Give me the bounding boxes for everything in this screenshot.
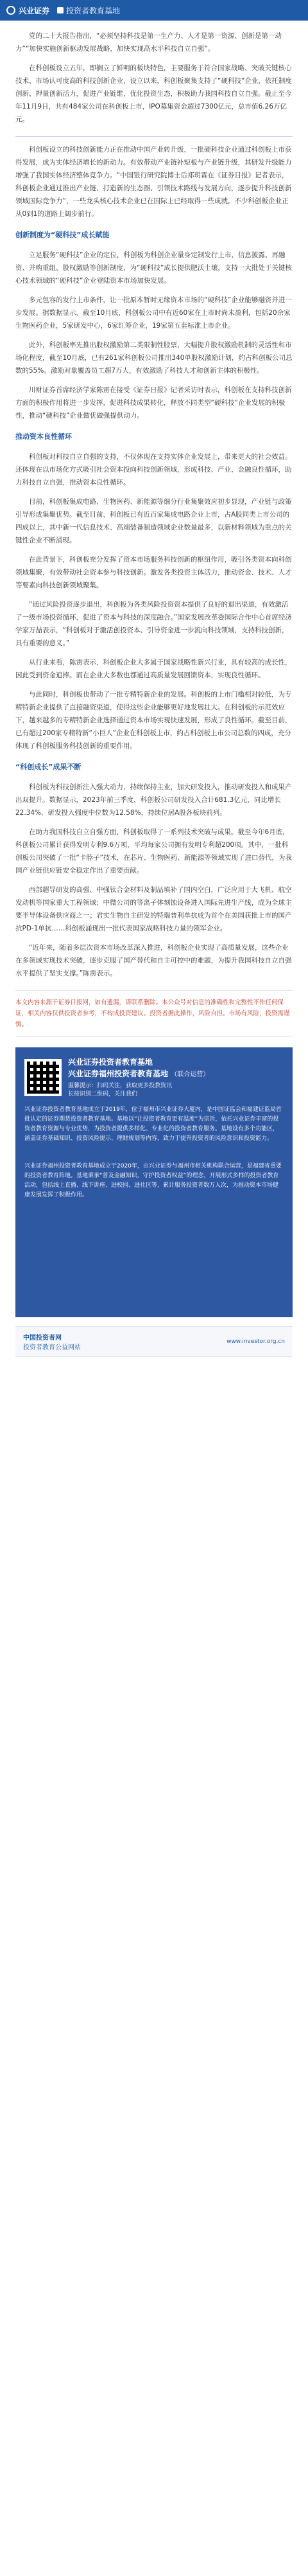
lead-paragraph: 科创板设立的科技创新能力正在推动中国产业转升级，一批硬科技企业通过科创板上市获得发展，成为实体经济增长的新动力。有效带动产业链补短板与产业链升级，其研发升级能力增强了我国实体经济整体竞争力。“中国银行研究院博士后郑玥霖在《证券日报》记者表示，科创板企业通过推出产业链、打造新的生态圈、引领技术路线与发展方向，逐步提升科技创新领域国际竞争力”，一些龙头核心技术企业已在国际上已经取得一些成就，不少科创板企业正从0到1的道路上阔步前行。 [15, 146, 292, 218]
promo-title-suffix: （联合运营） [171, 1071, 210, 1078]
footer-site-desc: 投资者教育公益网站 [23, 1344, 81, 1351]
intro-paragraph-2: 在科创板设立五年，即搁立了鲜明的板块特色，主要服务于符合国家战略、突破关键核心技术、市场认可度高的科技创新企业，设立以来，科创板聚集支持了“硬科技”企业，依托制度创新、押量创新活力，促进产业链维，优化投资生态，积极助力我国科技自立自强。截止至今年11月9日，共有484家公司在科创板上市，IPO募集资金超过7300亿元，总市值6.26万亿元。 [15, 64, 292, 123]
sub-brand-name: 投资者教育基地 [66, 6, 121, 15]
promo-title-group [68, 1056, 209, 1099]
section-1-paragraph-1: 立足服务“硬科技”企业的定位，科创板为科创企业量身定制发行上市、信息披露、再融资、并购重组、股权激励等创新制度，为“硬科技”成长提供肥沃土壤，支持一大批处于关键核心技术领域的“硬科技”企业登陆资本市场加快发展。 [15, 251, 292, 285]
section-2-paragraph-5: 从行业来看，陈雳表示，科创板企业大多属于国家战略性新兴行业，具有较高的成长性，因此受到资金追捧。而在企业大多数也都通过高质量发展回馈资本，实现良性循环。 [15, 659, 292, 679]
promo-meta-line-1: 温馨提示：扫码关注，获取更多投教资讯 [68, 1083, 173, 1089]
section-2-paragraph-1: 科创板对科技自立自强的支持，不仅体现在支持实体企业发展上，带来更大的社会效益。还体现在以市场化方式吸引社会资本投向科技创新领域，形成科技、产业、金融良性循环，助力科技自立自强，推动资本良性循环。 [15, 453, 292, 486]
brand-name: 兴业证券 [19, 6, 50, 15]
promo-title-line-1: 兴业证券投资者教育基地 [68, 1058, 153, 1067]
section-title-1: 创新制度为“硬科技”成长赋能 [15, 231, 110, 239]
section-2-paragraph-2: 目前，科创板集成电路、生物医药、新能源等细分行业集聚效应初步显现，产业链与政策引导形成集聚优势。截至目前，科创板已有近百家集成电路企业上市，占A股同类上市公司的四成以上，其中新一代信息技术、高端装备制造领域企业数量最多，以新材料领域为重点的关键性企业不断涌现。 [15, 498, 292, 544]
promo-body [15, 1105, 293, 1200]
footer-site-name: 中国投资者网 [23, 1335, 62, 1342]
promo-card [15, 1047, 293, 1317]
section-title-2: 推动资本良性循环 [15, 432, 72, 441]
section-2-paragraph-3: 在此背景下，科创板充分发挥了资本市场服务科技创新的枢纽作用，吸引各类资本向科创领域集聚，有效带动社会资本参与科技创新。激发各类投资主体活力，推动资金、技术、人才等要素向科技创新领域聚集。 [15, 556, 292, 589]
section-title-3: “科创成长”成果不断 [15, 763, 81, 771]
intro-block [15, 30, 293, 126]
section-1-paragraph-3: 此外，科创板率先推出股权激励第二类限制性股票，大幅提升股权激励机制的灵活性和市场化程度，截至10月底，已有261家科创板公司推出340单股权激励计划，约占科创板公司总数的55%。激励对象覆盖员工超7万人，有效激励了科技人才和创新主体的积极性。 [15, 341, 293, 375]
promo-divider [24, 1150, 284, 1162]
promo-meta [68, 1082, 209, 1099]
promo-paragraph-1: 兴业证券投资者教育基地成立于2019年，位于福州市兴业证券大厦内，是中国证监会和福建证监局首批认定的证券期货投资者教育基地。基地以“让投资者教育更有温度”为宗旨，依托兴业证券丰富的投资者教育资源与专业优势，为投资者提供多样化、专业化的投资者教育服务。基地设有多个功能区，涵盖证券基础知识、投资风险提示、理财规划等内容，致力于提升投资者的风险意识和投资能力。 [24, 1106, 282, 1142]
section-2-paragraph-6: 与此同时，科创板也带动了一批专精特新企业的发展。科创板的上市门槛相对较低，为专精特新企业提供了直接融资渠道，使得这些企业能够更好地发展壮大。在科创板的示范效应下，越来越多的专精特新企业选择通过资本市场实现快速发展，形成了良性循环。截至目前，已有超过200家专精特新“小巨人”企业在科创板上市，约占科创板上市公司总数的四成，充分体现了科创板服务科技创新的重要作用。 [15, 691, 292, 750]
disclaimer-text: 本文内容来源于证券日报网，如有遗漏，请联系删除。本公众号对信息的准确性和完整性不作任何保证，相关内容仅供投资者参考，不构成投资建议。投资者据此操作，风险自担。市场有风险，投资需谨慎。 [15, 999, 290, 1028]
section-3 [15, 761, 293, 980]
qr-code-icon[interactable] [24, 1059, 62, 1096]
section-body-1 [15, 249, 293, 422]
section-3-paragraph-3: 西部超导研发的高强、中强钛合金材料及制品填补了国内空白，广泛应用于大飞机、航空发动机等国家重大工程领域；中微公司的等离子体刻蚀设备进入国际先进生产线，成为全球主要半导体设备供应商之一；君实生物自主研发的特瑞普利单抗成为首个在美国获批上市的国产抗PD-1单抗……科创板涌现出一批代表国家战略科技力量的领军企业。 [15, 886, 292, 932]
intro-paragraph-1: 党的二十大报告指出，“必须坚持科技是第一生产力、人才是第一资源、创新是第一动力”“加快实施创新驱动发展战略，加快实现高水平科技自立自强”。 [15, 32, 282, 53]
footer-banner[interactable] [15, 1326, 293, 1357]
lead-block [15, 136, 293, 220]
promo-paragraph-2: 兴业证券福州投资者教育基地成立于2020年，由兴业证券与福州市相关机构联合运营，是福建省重要的投资者教育阵地。基地秉承“普及金融知识，守护投资者权益”的理念，开展形式多样的投资者教育活动，包括线上直播、线下讲座、进校园、进社区等，累计服务投资者数万人次，为推动资本市场健康发展发挥了积极作用。 [24, 1163, 282, 1198]
section-1-paragraph-4: 川财证券首席经济学家陈雳在接受《证券日报》记者采访时表示，科创板在支持科技创新方面的积极作用将进一步发挥，促进科技成果转化，释放不同类型“硬科技”企业发展的积极性，推动“硬科技”企业做优做强提供动力。 [15, 386, 292, 420]
section-3-paragraph-1: 科创板为科技创新注入强大动力，持续保持主业，加大研发投入，推动研发投入和成果产出双提升。数据显示，2023年前三季度，科创板公司研发投入合计681.3亿元，同比增长22.34%，研发投入强度中位数为12.58%，持续位居A股各板块前列。 [15, 783, 292, 817]
promo-title-line-2: 兴业证券福州投资者教育基地 [68, 1069, 169, 1078]
section-3-paragraph-2: 在助力我国科技自立自强方面，科创板取得了一系列技术突破与成果。截至今年6月底，科创板公司累计获得发明专利9.6万项，平均每家公司拥有发明专利超200项。其中，一批科创板公司突破了一批“卡脖子”技术，在芯片、生物医药、新能源等领域实现了进口替代，为我国产业链供应链安全稳定作出了重要贡献。 [15, 828, 292, 875]
header-bar [0, 0, 308, 21]
section-1-paragraph-2: 多元包容的发行上市条件，让一批原本暂时无缘资本市场的“硬科技”企业能够融资并进一步发展。据数据显示，截至10月底，科创板公司中有近60家在上市时尚未盈利，包括20余家生物医药企业，5家研发中心，6家红筹企业，19家第五套标准上市企业。 [15, 296, 292, 330]
section-2-paragraph-4: “通过风险投资逐步退出，科创板为各类风险投资资本提供了良好的退出渠道，有效激活了一级市场投资循环，促进了资本与科技的深度融合。”国家发展改革委国际合作中心首席经济学家万喆表示，“科创板对于激活创投资本、引导资金进一步流向科技领域，支持科技创新，具有重要的意义。” [15, 601, 292, 647]
promo-header [15, 1047, 293, 1105]
article-content [0, 30, 308, 1037]
promo-meta-line-2: 长按识别二维码，关注我们 [68, 1091, 138, 1097]
section-2 [15, 431, 293, 752]
footer-left [23, 1332, 81, 1351]
section-3-paragraph-4: “近年来，随着多层次资本市场改革深入推进，科创板企业实现了高质量发展，这些企业在多领域实现技术突破，逐步克服了国产替代和自主可控中的难题，为提升我国科技自立自强水平提供了坚实支撑。”陈雳表示。 [15, 944, 292, 977]
logo-circle-icon [6, 6, 15, 15]
sub-brand [57, 5, 120, 16]
section-1 [15, 229, 293, 422]
disclaimer-note [15, 990, 293, 1037]
promo-title [68, 1056, 209, 1081]
section-body-3 [15, 781, 293, 980]
footer-url[interactable]: www.investor.org.cn [227, 1338, 285, 1345]
section-body-2 [15, 450, 293, 752]
brand-logo[interactable] [6, 5, 49, 16]
education-base-icon [57, 7, 64, 13]
